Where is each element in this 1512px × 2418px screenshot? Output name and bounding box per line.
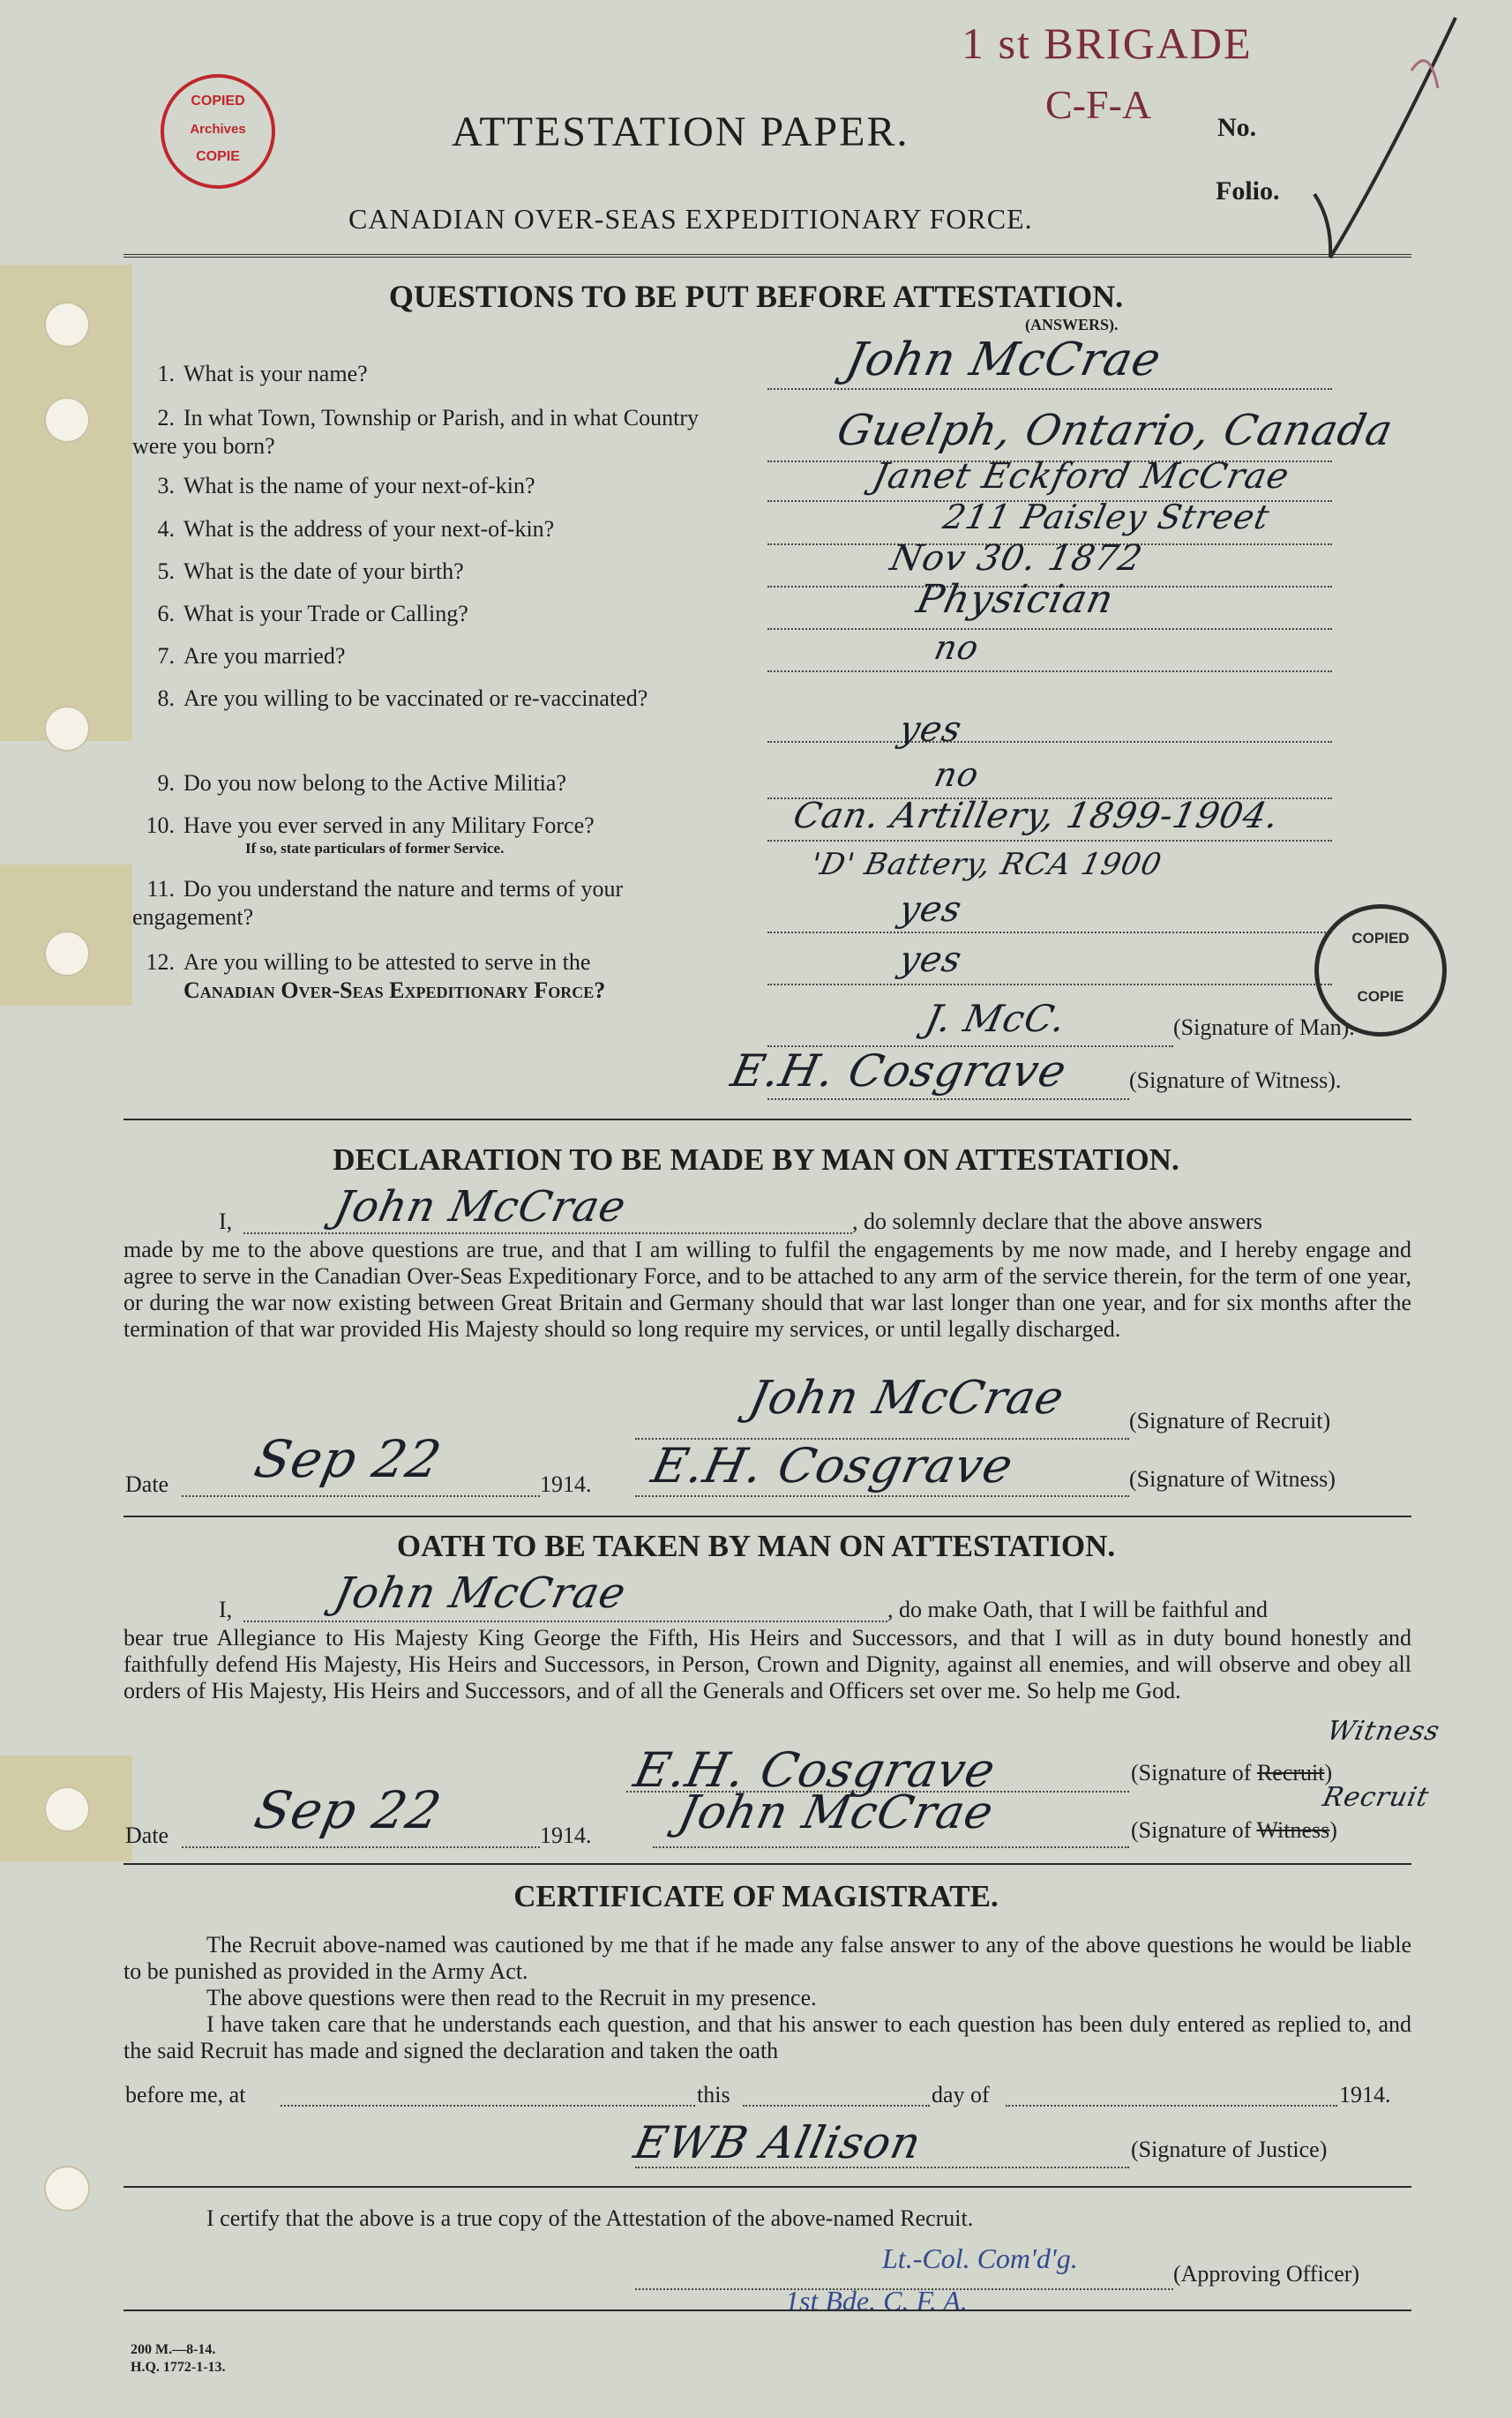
answer-line bbox=[767, 840, 1332, 842]
question-text: Are you willing to be attested to serve in the bbox=[183, 949, 591, 975]
footer-line1: 200 M.—8-14. bbox=[131, 2342, 216, 2357]
answer-line bbox=[767, 741, 1332, 743]
question-subtext: If so, state particulars of former Service. bbox=[245, 840, 505, 857]
answer-line bbox=[767, 670, 1332, 672]
question-text: In what Town, Township or Parish, and in what Country were you born? bbox=[132, 405, 699, 459]
oath-sig2-label bbox=[1131, 1817, 1337, 1844]
question-row bbox=[132, 404, 741, 460]
question-answer: yes bbox=[895, 940, 966, 980]
signature-witness: E.H. Cosgrave bbox=[726, 1045, 1072, 1097]
question-number: 11. bbox=[146, 876, 175, 902]
oath-sig1-struck: Recruit bbox=[1256, 1760, 1325, 1785]
question-row bbox=[132, 360, 741, 388]
certificate-p1: The Recruit above-named was cautioned by me that if he made any false answer to any of the above questions he would be liable to be punished as provided in the Army Act. bbox=[124, 1932, 1411, 1984]
question-answer: no bbox=[931, 755, 984, 794]
oath-witness-sig: E.H. Cosgrave bbox=[629, 1742, 1001, 1798]
punch-hole bbox=[44, 397, 90, 443]
question-answer: Guelph, Ontario, Canada bbox=[833, 406, 1398, 455]
certificate-title: CERTIFICATE OF MAGISTRATE. bbox=[513, 1879, 999, 1913]
oath-sig1-label bbox=[1131, 1760, 1332, 1786]
page-subtitle: CANADIAN OVER-SEAS EXPEDITIONARY FORCE. bbox=[348, 203, 1033, 235]
copied-stamp bbox=[161, 74, 275, 189]
oath-sig2-correction: Recruit bbox=[1320, 1782, 1433, 1813]
questions-section-title: QUESTIONS TO BE PUT BEFORE ATTESTATION. bbox=[388, 279, 1124, 314]
oath-sig2-text: (Signature of bbox=[1131, 1817, 1252, 1843]
approval-stamp-line1: Lt.-Col. Com'd'g. bbox=[882, 2242, 1078, 2274]
answer-line bbox=[767, 388, 1332, 390]
question-number: 6. bbox=[157, 601, 175, 626]
declaration-name-line bbox=[243, 1232, 852, 1234]
question-number: 4. bbox=[157, 516, 175, 542]
punch-hole bbox=[44, 931, 90, 977]
question-answer: John McCrae bbox=[841, 333, 1166, 386]
declaration-body: made by me to the above questions are true, and that I am willing to fulfil the engagements by me now made, and I hereby engage and agree to serve in the Canadian Over-Seas Expeditionary Force, and to be attached to any arm of the service therein, for the term of one year, or during the war now existing between Great Britain and Germany should that war last longer than one year, and for six months after the termination of that war provided His Majesty should so long require my services, or until legally discharged. bbox=[124, 1237, 1411, 1342]
question-number: 12. bbox=[146, 949, 175, 975]
oath-sig1-text: (Signature of bbox=[1131, 1760, 1252, 1785]
oath-sig2-line bbox=[653, 1846, 1129, 1848]
declaration-title: DECLARATION TO BE MADE BY MAN ON ATTESTATION. bbox=[333, 1142, 1179, 1177]
declaration-witness-sig: E.H. Cosgrave bbox=[647, 1438, 1019, 1493]
oath-line1: , do make Oath, that I will be faithful and bbox=[887, 1597, 1269, 1622]
oath-date-line bbox=[182, 1846, 540, 1848]
question-answer: Can. Artillery, 1899-1904. bbox=[790, 796, 1284, 836]
question-number: 3. bbox=[157, 473, 175, 498]
question-number: 1. bbox=[157, 361, 175, 386]
certificate-this: this bbox=[697, 2082, 730, 2107]
certificate-day-of: day of bbox=[932, 2082, 990, 2107]
section-divider bbox=[124, 2186, 1411, 2188]
question-number: 2. bbox=[157, 405, 175, 430]
question-number: 8. bbox=[157, 685, 175, 711]
oath-name-line bbox=[243, 1621, 887, 1622]
question-row bbox=[132, 812, 741, 857]
copied-stamp-bottom: COPIE bbox=[196, 149, 240, 164]
approval-sig-label: (Approving Officer) bbox=[1173, 2261, 1360, 2287]
declaration-i: I, bbox=[219, 1209, 233, 1234]
oath-i: I, bbox=[219, 1597, 233, 1622]
question-row bbox=[132, 558, 741, 586]
oath-name: John McCrae bbox=[330, 1568, 631, 1618]
question-answer: Janet Eckford McCrae bbox=[869, 456, 1293, 497]
punch-hole bbox=[44, 2166, 90, 2212]
question-number: 5. bbox=[157, 558, 175, 584]
copied-stamp-mid: Archives bbox=[190, 122, 246, 137]
sig-witness-label: (Signature of Witness). bbox=[1129, 1067, 1342, 1093]
declaration-sig-recruit-label: (Signature of Recruit) bbox=[1129, 1408, 1331, 1434]
question-text: What is your Trade or Calling? bbox=[183, 601, 468, 626]
declaration-witness-line bbox=[635, 1495, 1129, 1497]
declaration-date: Sep 22 bbox=[249, 1429, 447, 1489]
question-number: 9. bbox=[157, 770, 175, 796]
question-answer: yes bbox=[895, 889, 966, 930]
approval-stamp-line2: 1st Bde. C. F. A. bbox=[785, 2285, 968, 2317]
question-answer: yes bbox=[895, 709, 966, 750]
punch-hole bbox=[44, 1786, 90, 1832]
question-number: 7. bbox=[157, 643, 175, 669]
declaration-line1: , do solemnly declare that the above answers bbox=[852, 1209, 1262, 1234]
question-text: What is your name? bbox=[183, 361, 368, 386]
declaration-year: 1914. bbox=[540, 1471, 592, 1497]
question-text: Do you understand the nature and terms of your engagement? bbox=[132, 876, 624, 930]
check-mark-icon bbox=[1306, 9, 1473, 273]
copied-stamp-right-top: COPIED bbox=[1351, 930, 1410, 947]
question-number: 10. bbox=[146, 812, 175, 838]
cfa-stamp: C-F-A bbox=[1045, 82, 1152, 127]
question-text: Have you ever served in any Military Force? bbox=[183, 812, 595, 838]
folio-label: Folio. bbox=[1216, 176, 1280, 206]
question-row bbox=[132, 600, 741, 628]
signature-man: J. McC. bbox=[921, 997, 1071, 1040]
copied-stamp-right bbox=[1314, 904, 1447, 1037]
certificate-year: 1914. bbox=[1339, 2082, 1391, 2107]
oath-sig2-struck: Witness bbox=[1256, 1817, 1330, 1843]
punch-hole bbox=[44, 706, 90, 752]
question-text: Do you now belong to the Active Militia? bbox=[183, 770, 566, 796]
brigade-stamp: 1 st BRIGADE bbox=[962, 19, 1253, 68]
declaration-date-line bbox=[182, 1495, 540, 1497]
header-divider bbox=[124, 254, 1411, 258]
certificate-p3: I have taken care that he understands each question, and that his answer to each question has been duly entered as replied to, and the said Recruit has made and signed the declaration and taken the oath bbox=[124, 2011, 1411, 2063]
question-text-line2: Canadian Over-Seas Expeditionary Force? bbox=[183, 977, 606, 1003]
oath-body: bear true Allegiance to His Majesty King George the Fifth, His Heirs and Successors, and that I will as in duty bound honestly and faithfully defend His Majesty, His Heirs and Successors, in Person, Crown and Dignity, against all enemies, and will observe and obey all orders of His Majesty, His Heirs and Successors, and of all the Generals and Officers set over me. So help me God. bbox=[124, 1625, 1411, 1703]
certificate-month-line bbox=[1006, 2105, 1337, 2107]
question-text: What is the address of your next-of-kin? bbox=[183, 516, 555, 542]
question-row bbox=[132, 642, 741, 670]
question-row bbox=[132, 472, 741, 500]
declaration-recruit-sig: John McCrae bbox=[744, 1372, 1069, 1425]
question-answer: Nov 30. 1872 bbox=[887, 538, 1147, 579]
footer-line2: H.Q. 1772-1-13. bbox=[131, 2360, 226, 2375]
oath-sig2-close: ) bbox=[1329, 1817, 1337, 1843]
oath-sig1-correction: Witness bbox=[1324, 1716, 1443, 1747]
question-row bbox=[132, 769, 741, 797]
section-divider bbox=[124, 1863, 1411, 1865]
declaration-date-label: Date bbox=[125, 1471, 169, 1497]
copied-stamp-right-bottom: COPIE bbox=[1357, 988, 1404, 1005]
question-text: What is the date of your birth? bbox=[183, 558, 464, 584]
answers-label: (ANSWERS). bbox=[1025, 316, 1119, 333]
oath-title: OATH TO BE TAKEN BY MAN ON ATTESTATION. bbox=[396, 1529, 1116, 1563]
question-text: What is the name of your next-of-kin? bbox=[183, 473, 535, 498]
sig-witness-line bbox=[767, 1098, 1129, 1100]
certificate-place-line bbox=[281, 2105, 695, 2107]
oath-date-label: Date bbox=[125, 1823, 169, 1848]
approval-certify-text: I certify that the above is a true copy of the Attestation of the above-named Recruit. bbox=[206, 2205, 974, 2231]
certificate-before-me: before me, at bbox=[125, 2082, 246, 2107]
oath-recruit-sig: John McCrae bbox=[673, 1786, 999, 1839]
answer-line bbox=[767, 984, 1332, 985]
approval-underline bbox=[124, 2309, 1411, 2311]
question-row bbox=[132, 948, 741, 1005]
question-answer: Physician bbox=[912, 577, 1119, 622]
question-text: Are you willing to be vaccinated or re-vaccinated? bbox=[183, 685, 648, 711]
no-label: No. bbox=[1217, 113, 1257, 142]
section-divider bbox=[124, 1516, 1411, 1517]
certificate-justice-sig: EWB Allison bbox=[629, 2117, 926, 2168]
question-row bbox=[132, 515, 741, 543]
answer-line bbox=[767, 628, 1332, 630]
question-text: Are you married? bbox=[183, 643, 346, 669]
certificate-day-line bbox=[743, 2105, 930, 2107]
oath-date: Sep 22 bbox=[249, 1780, 447, 1840]
question-answer-line2: 'D' Battery, RCA 1900 bbox=[807, 847, 1165, 882]
answer-line bbox=[767, 932, 1332, 933]
declaration-name: John McCrae bbox=[330, 1182, 631, 1231]
sig-man-label: (Signature of Man). bbox=[1173, 1014, 1355, 1040]
declaration-sig-witness-label: (Signature of Witness) bbox=[1129, 1466, 1336, 1492]
oath-year: 1914. bbox=[540, 1823, 592, 1848]
oath-sig1-close: ) bbox=[1324, 1760, 1333, 1785]
copied-stamp-top: COPIED bbox=[191, 94, 245, 109]
page-title: ATTESTATION PAPER. bbox=[452, 109, 909, 155]
section-divider bbox=[124, 1119, 1411, 1120]
question-row bbox=[132, 685, 741, 713]
question-answer: 211 Paisley Street bbox=[939, 498, 1274, 536]
question-row bbox=[132, 875, 741, 932]
certificate-sig-justice-label: (Signature of Justice) bbox=[1131, 2137, 1328, 2162]
question-answer: no bbox=[931, 628, 984, 667]
certificate-p2: The above questions were then read to the Recruit in my presence. bbox=[206, 1985, 817, 2010]
